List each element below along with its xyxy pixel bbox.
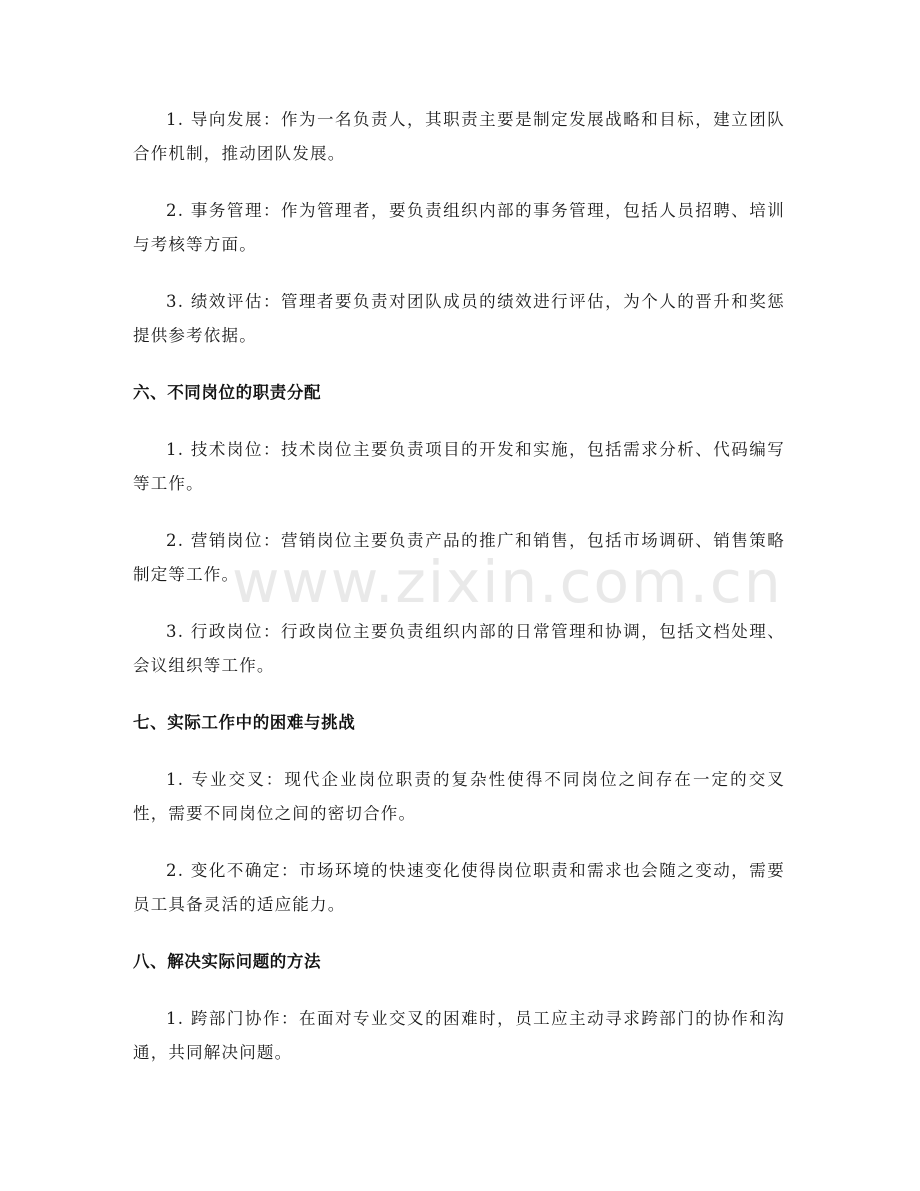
paragraph-affairs-management: 2. 事务管理：作为管理者，要负责组织内部的事务管理，包括人员招聘、培训与考核等方面。 [133, 201, 785, 254]
section-heading-8: 八、解决实际问题的方法 [133, 952, 322, 971]
paragraph-guide-development: 1. 导向发展：作为一名负责人，其职责主要是制定发展战略和目标，建立团队合作机制，推动团队发展。 [133, 110, 785, 163]
paragraph-performance-evaluation: 3. 绩效评估：管理者要负责对团队成员的绩效进行评估，为个人的晋升和奖惩提供参考依据。 [133, 292, 785, 345]
watermark: www.zixin.com.cn [232, 548, 783, 616]
paragraph-professional-crossover: 1. 专业交叉：现代企业岗位职责的复杂性使得不同岗位之间存在一定的交叉性，需要不同岗位之间的密切合作。 [133, 770, 785, 823]
paragraph-cross-department: 1. 跨部门协作：在面对专业交叉的困难时，员工应主动寻求跨部门的协作和沟通，共同解决问题。 [133, 1009, 785, 1062]
section-heading-6: 六、不同岗位的职责分配 [133, 383, 322, 402]
paragraph-technical-position: 1. 技术岗位：技术岗位主要负责项目的开发和实施，包括需求分析、代码编写等工作。 [133, 440, 785, 493]
document-body [133, 103, 785, 1093]
paragraph-admin-position: 3. 行政岗位：行政岗位主要负责组织内部的日常管理和协调，包括文档处理、会议组织等工作。 [133, 622, 785, 675]
paragraph-change-uncertainty: 2. 变化不确定：市场环境的快速变化使得岗位职责和需求也会随之变动，需要员工具备灵活的适应能力。 [133, 861, 785, 914]
paragraph-marketing-position: 2. 营销岗位：营销岗位主要负责产品的推广和销售，包括市场调研、销售策略制定等工作。 [133, 531, 785, 584]
section-heading-7: 七、实际工作中的困难与挑战 [133, 713, 356, 732]
